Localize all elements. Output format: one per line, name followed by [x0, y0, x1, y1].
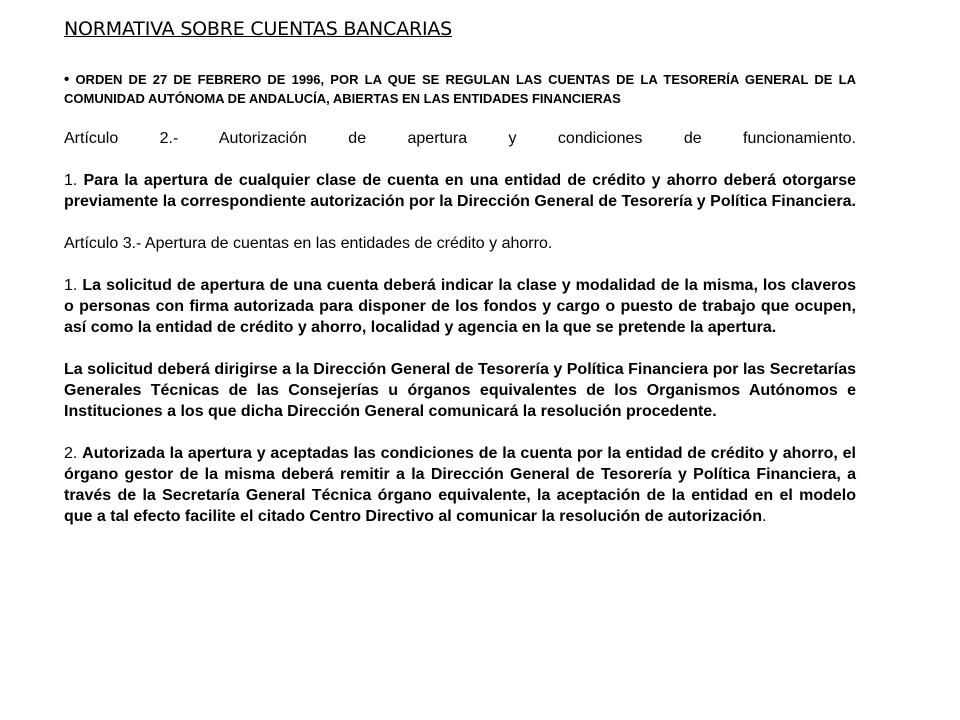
paragraph-text: Para la apertura de cualquier clase de cuenta en una entidad de crédito y ahorro deberá otorgarse previamente la correspondiente autorización por la Dirección General de Tesorería y Política Financiera.: [64, 172, 856, 210]
paragraph-number: 1.: [64, 172, 78, 189]
article-3-paragraph-1: [64, 275, 856, 338]
paragraph-text: Autorizada la apertura y aceptadas las condiciones de la cuenta por la entidad de crédito y ahorro, el órgano gestor de la misma deberá remitir a la Dirección General de Tesorería y Política Financiera, a través de la Secretaría General Técnica órgano equivalente, la aceptación de la entidad en el modelo que a tal efecto facilite el citado Centro Directivo al comunicar la resolución de autorización: [64, 445, 856, 525]
article-3-paragraph-1b: La solicitud deberá dirigirse a la Dirección General de Tesorería y Política Financiera por las Secretarías Generales Técnicas de las Consejerías u órganos equivalentes de los Organismos Autónomos e Instituciones a los que dicha Dirección General comunicará la resolución procedente.: [64, 361, 856, 420]
slide-content: [64, 18, 856, 548]
paragraph-end: .: [761, 508, 767, 525]
bullet-dot: •: [64, 71, 70, 88]
article-3-paragraph-2: [64, 443, 856, 527]
page-title: NORMATIVA SOBRE CUENTAS BANCARIAS: [64, 18, 453, 40]
article-2-heading: Artículo 2.- Autorización de apertura y condiciones de funcionamiento.: [64, 130, 856, 147]
article-3-heading: Artículo 3.- Apertura de cuentas en las entidades de crédito y ahorro.: [64, 235, 553, 252]
order-text: ORDEN DE 27 DE FEBRERO DE 1996, POR LA QUE SE REGULAN LAS CUENTAS DE LA TESORERÍA GENERAL DE LA COMUNIDAD AUTÓNOMA DE ANDALUCÍA, ABIERTAS EN LAS ENTIDADES FINANCIERAS: [64, 72, 856, 106]
article-2-paragraph-1: [64, 170, 856, 212]
paragraph-text: La solicitud de apertura de una cuenta deberá indicar la clase y modalidad de la misma, los claveros o personas con firma autorizada para disponer de los fondos y cargo o puesto de trabajo que ocupen, así como la entidad de crédito y ahorro, localidad y agencia en la que se pretende la apertura.: [64, 277, 856, 336]
order-bullet: [64, 70, 856, 108]
paragraph-number: 2.: [64, 445, 78, 462]
paragraph-number: 1.: [64, 277, 78, 294]
